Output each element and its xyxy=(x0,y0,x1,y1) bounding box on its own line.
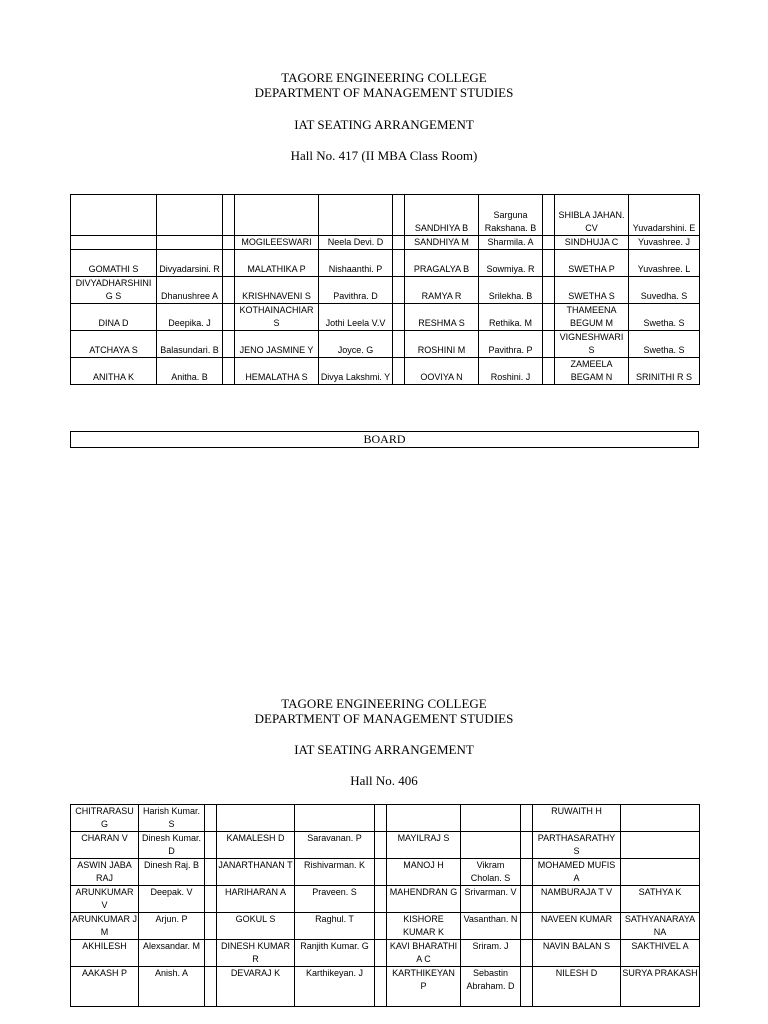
board-label: BOARD xyxy=(70,431,699,448)
seat-cell xyxy=(543,277,555,304)
seat-cell: Joyce. G xyxy=(319,331,393,358)
seat-cell xyxy=(461,832,521,859)
seat-cell: Ranjith Kumar. G xyxy=(295,940,375,967)
seat-cell: MAHENDRAN G xyxy=(387,886,461,913)
seat-cell: KISHORE KUMAR K xyxy=(387,913,461,940)
seat-cell: Srivarman. V xyxy=(461,886,521,913)
seat-cell: SANDHIYA B xyxy=(405,195,479,236)
seat-cell: KOTHAINACHIAR S xyxy=(235,304,319,331)
seat-cell: Alexsandar. M xyxy=(139,940,205,967)
seat-cell: HEMALATHA S xyxy=(235,358,319,385)
seat-cell xyxy=(521,967,533,1007)
seat-cell: MOHAMED MUFIS A xyxy=(533,859,621,886)
seat-cell: Saravanan. P xyxy=(295,832,375,859)
exam-title: IAT SEATING ARRANGEMENT xyxy=(294,742,474,757)
seat-cell xyxy=(621,805,700,832)
table-row xyxy=(71,886,700,913)
seat-cell: ARUNKUMAR J M xyxy=(71,913,139,940)
table-row xyxy=(71,236,700,250)
seat-cell: KAVI BHARATHI A C xyxy=(387,940,461,967)
seat-cell: SATHYA K xyxy=(621,886,700,913)
aisle-cell xyxy=(223,236,235,250)
table-row xyxy=(71,859,700,886)
seat-cell: Sarguna Rakshana. B xyxy=(479,195,543,236)
seat-cell: ASWIN JABA RAJ xyxy=(71,859,139,886)
seat-cell: Pavithra. P xyxy=(479,331,543,358)
seat-cell xyxy=(375,886,387,913)
seat-cell: Yuvashree. L xyxy=(629,250,700,277)
aisle-cell xyxy=(223,331,235,358)
seat-cell: ZAMEELA BEGAM N xyxy=(555,358,629,385)
seat-cell: Dinesh Raj. B xyxy=(139,859,205,886)
seat-cell: Sriram. J xyxy=(461,940,521,967)
seat-cell: SURYA PRAKASH xyxy=(621,967,700,1007)
seat-cell: NAVEEN KUMAR xyxy=(533,913,621,940)
aisle-cell xyxy=(223,250,235,277)
seat-cell: SATHYANARAYANA xyxy=(621,913,700,940)
seat-cell: JENO JASMINE Y xyxy=(235,331,319,358)
seat-cell: Nishaanthi. P xyxy=(319,250,393,277)
seat-cell xyxy=(543,250,555,277)
seat-cell: DIVYADHARSHINI G S xyxy=(71,277,157,304)
seat-cell: SINDHUJA C xyxy=(555,236,629,250)
seat-cell xyxy=(375,832,387,859)
seat-cell: Srilekha. B xyxy=(479,277,543,304)
table-row xyxy=(71,940,700,967)
seat-cell: SWETHA S xyxy=(555,277,629,304)
seat-cell xyxy=(543,236,555,250)
aisle-cell xyxy=(205,805,217,832)
aisle-cell xyxy=(205,913,217,940)
college-name: TAGORE ENGINEERING COLLEGE xyxy=(281,70,487,85)
seat-cell xyxy=(461,805,521,832)
seat-cell xyxy=(71,195,157,236)
seat-cell xyxy=(393,358,405,385)
table-row xyxy=(71,967,700,1007)
seat-cell xyxy=(157,236,223,250)
table-row xyxy=(71,331,700,358)
seat-cell: Neela Devi. D xyxy=(319,236,393,250)
seat-cell: PARTHASARATHY S xyxy=(533,832,621,859)
aisle-cell xyxy=(205,886,217,913)
table-row xyxy=(71,277,700,304)
seat-cell: VIGNESHWARI S xyxy=(555,331,629,358)
seat-cell: MANOJ H xyxy=(387,859,461,886)
seat-cell xyxy=(543,304,555,331)
seat-cell: HARIHARAN A xyxy=(217,886,295,913)
seat-cell: Pavithra. D xyxy=(319,277,393,304)
seat-cell: AKHILESH xyxy=(71,940,139,967)
seat-cell: Karthikeyan. J xyxy=(295,967,375,1007)
seat-cell: JANARTHANAN T xyxy=(217,859,295,886)
department-name: DEPARTMENT OF MANAGEMENT STUDIES xyxy=(254,85,514,100)
department-name: DEPARTMENT OF MANAGEMENT STUDIES xyxy=(254,711,514,726)
seat-cell xyxy=(393,250,405,277)
seat-cell xyxy=(521,832,533,859)
seat-cell: NILESH D xyxy=(533,967,621,1007)
seat-cell: SAKTHIVEL A xyxy=(621,940,700,967)
aisle-cell xyxy=(223,277,235,304)
seat-cell xyxy=(543,195,555,236)
seat-cell: KAMALESH D xyxy=(217,832,295,859)
seat-cell: Vikram Cholan. S xyxy=(461,859,521,886)
seat-cell: MALATHIKA P xyxy=(235,250,319,277)
table-row xyxy=(71,805,700,832)
seat-cell xyxy=(521,859,533,886)
hall-number: Hall No. 417 (II MBA Class Room) xyxy=(290,148,478,163)
seat-cell: AAKASH P xyxy=(71,967,139,1007)
seat-cell: Deepak. V xyxy=(139,886,205,913)
seat-cell: Yuvashree. J xyxy=(629,236,700,250)
aisle-cell xyxy=(223,304,235,331)
aisle-cell xyxy=(205,859,217,886)
table-row xyxy=(71,304,700,331)
seat-cell: GOKUL S xyxy=(217,913,295,940)
aisle-cell xyxy=(205,967,217,1007)
seat-cell xyxy=(375,940,387,967)
seat-cell xyxy=(621,859,700,886)
seat-cell xyxy=(387,805,461,832)
seat-cell: RAMYA R xyxy=(405,277,479,304)
seating-table-body xyxy=(71,805,700,1007)
seat-cell: DINA D xyxy=(71,304,157,331)
seat-cell xyxy=(393,195,405,236)
aisle-cell xyxy=(223,195,235,236)
seat-cell: SRINITHI R S xyxy=(629,358,700,385)
seat-cell xyxy=(375,913,387,940)
seat-cell: Arjun. P xyxy=(139,913,205,940)
seat-cell xyxy=(375,967,387,1007)
seat-cell: KRISHNAVENI S xyxy=(235,277,319,304)
seat-cell: ANITHA K xyxy=(71,358,157,385)
college-name: TAGORE ENGINEERING COLLEGE xyxy=(281,696,487,711)
seat-cell: Jothi Leela V.V xyxy=(319,304,393,331)
seat-cell xyxy=(543,358,555,385)
seat-cell xyxy=(393,236,405,250)
seat-cell: ATCHAYA S xyxy=(71,331,157,358)
seat-cell: Vasanthan. N xyxy=(461,913,521,940)
seat-cell: DEVARAJ K xyxy=(217,967,295,1007)
seat-cell: OOVIYA N xyxy=(405,358,479,385)
seat-cell: SANDHIYA M xyxy=(405,236,479,250)
seat-cell xyxy=(393,304,405,331)
seat-cell: DINESH KUMAR R xyxy=(217,940,295,967)
seat-cell xyxy=(621,832,700,859)
seat-cell: Dinesh Kumar. D xyxy=(139,832,205,859)
table-row xyxy=(71,832,700,859)
aisle-cell xyxy=(205,832,217,859)
seat-cell xyxy=(375,859,387,886)
seat-cell: Anish. A xyxy=(139,967,205,1007)
seat-cell: Yuvadarshini. E xyxy=(629,195,700,236)
seat-cell: MOGILEESWARI xyxy=(235,236,319,250)
aisle-cell xyxy=(205,940,217,967)
seating-table-hall-406 xyxy=(70,804,700,1007)
seat-cell: Divyadarsini. R xyxy=(157,250,223,277)
seat-cell: Swetha. S xyxy=(629,331,700,358)
seating-table-body xyxy=(71,195,700,385)
seat-cell xyxy=(235,195,319,236)
seat-cell: RUWAITH H xyxy=(533,805,621,832)
seat-cell: Deepika. J xyxy=(157,304,223,331)
seat-cell xyxy=(375,805,387,832)
seat-cell: ROSHINI M xyxy=(405,331,479,358)
aisle-cell xyxy=(223,358,235,385)
seat-cell: NAVIN BALAN S xyxy=(533,940,621,967)
seat-cell xyxy=(521,886,533,913)
seat-cell xyxy=(319,195,393,236)
seat-cell: Rethika. M xyxy=(479,304,543,331)
hall-number: Hall No. 406 xyxy=(350,773,418,788)
seat-cell xyxy=(393,331,405,358)
seat-cell: Anitha. B xyxy=(157,358,223,385)
table-row xyxy=(71,913,700,940)
seat-cell: Raghul. T xyxy=(295,913,375,940)
seat-cell: NAMBURAJA T V xyxy=(533,886,621,913)
seat-cell xyxy=(157,195,223,236)
seat-cell: RESHMA S xyxy=(405,304,479,331)
table-row xyxy=(71,358,700,385)
seat-cell: Roshini. J xyxy=(479,358,543,385)
seat-cell: CHARAN V xyxy=(71,832,139,859)
seat-cell: Sowmiya. R xyxy=(479,250,543,277)
seat-cell: Praveen. S xyxy=(295,886,375,913)
seat-cell: Swetha. S xyxy=(629,304,700,331)
seat-cell xyxy=(71,236,157,250)
seat-cell: ARUNKUMAR V xyxy=(71,886,139,913)
seat-cell: Harish Kumar. S xyxy=(139,805,205,832)
seat-cell xyxy=(217,805,295,832)
seat-cell xyxy=(521,805,533,832)
seat-cell: Balasundari. B xyxy=(157,331,223,358)
seat-cell: Dhanushree A xyxy=(157,277,223,304)
exam-title: IAT SEATING ARRANGEMENT xyxy=(294,117,474,132)
seating-table-hall-417 xyxy=(70,194,700,385)
seat-cell: MAYILRAJ S xyxy=(387,832,461,859)
seat-cell xyxy=(521,913,533,940)
table-row xyxy=(71,250,700,277)
seat-cell xyxy=(295,805,375,832)
seat-cell: THAMEENA BEGUM M xyxy=(555,304,629,331)
seat-cell: PRAGALYA B xyxy=(405,250,479,277)
seat-cell: SWETHA P xyxy=(555,250,629,277)
seat-cell: CHITRARASU G xyxy=(71,805,139,832)
table-row xyxy=(71,195,700,236)
seat-cell: Sharmila. A xyxy=(479,236,543,250)
seat-cell: Suvedha. S xyxy=(629,277,700,304)
seat-cell: SHIBLA JAHAN. CV xyxy=(555,195,629,236)
seat-cell xyxy=(393,277,405,304)
seat-cell: Rishivarman. K xyxy=(295,859,375,886)
seat-cell: Sebastin Abraham. D xyxy=(461,967,521,1007)
seat-cell xyxy=(521,940,533,967)
seat-cell: Divya Lakshmi. Y xyxy=(319,358,393,385)
seat-cell: GOMATHI S xyxy=(71,250,157,277)
seat-cell xyxy=(543,331,555,358)
seat-cell: KARTHIKEYAN P xyxy=(387,967,461,1007)
